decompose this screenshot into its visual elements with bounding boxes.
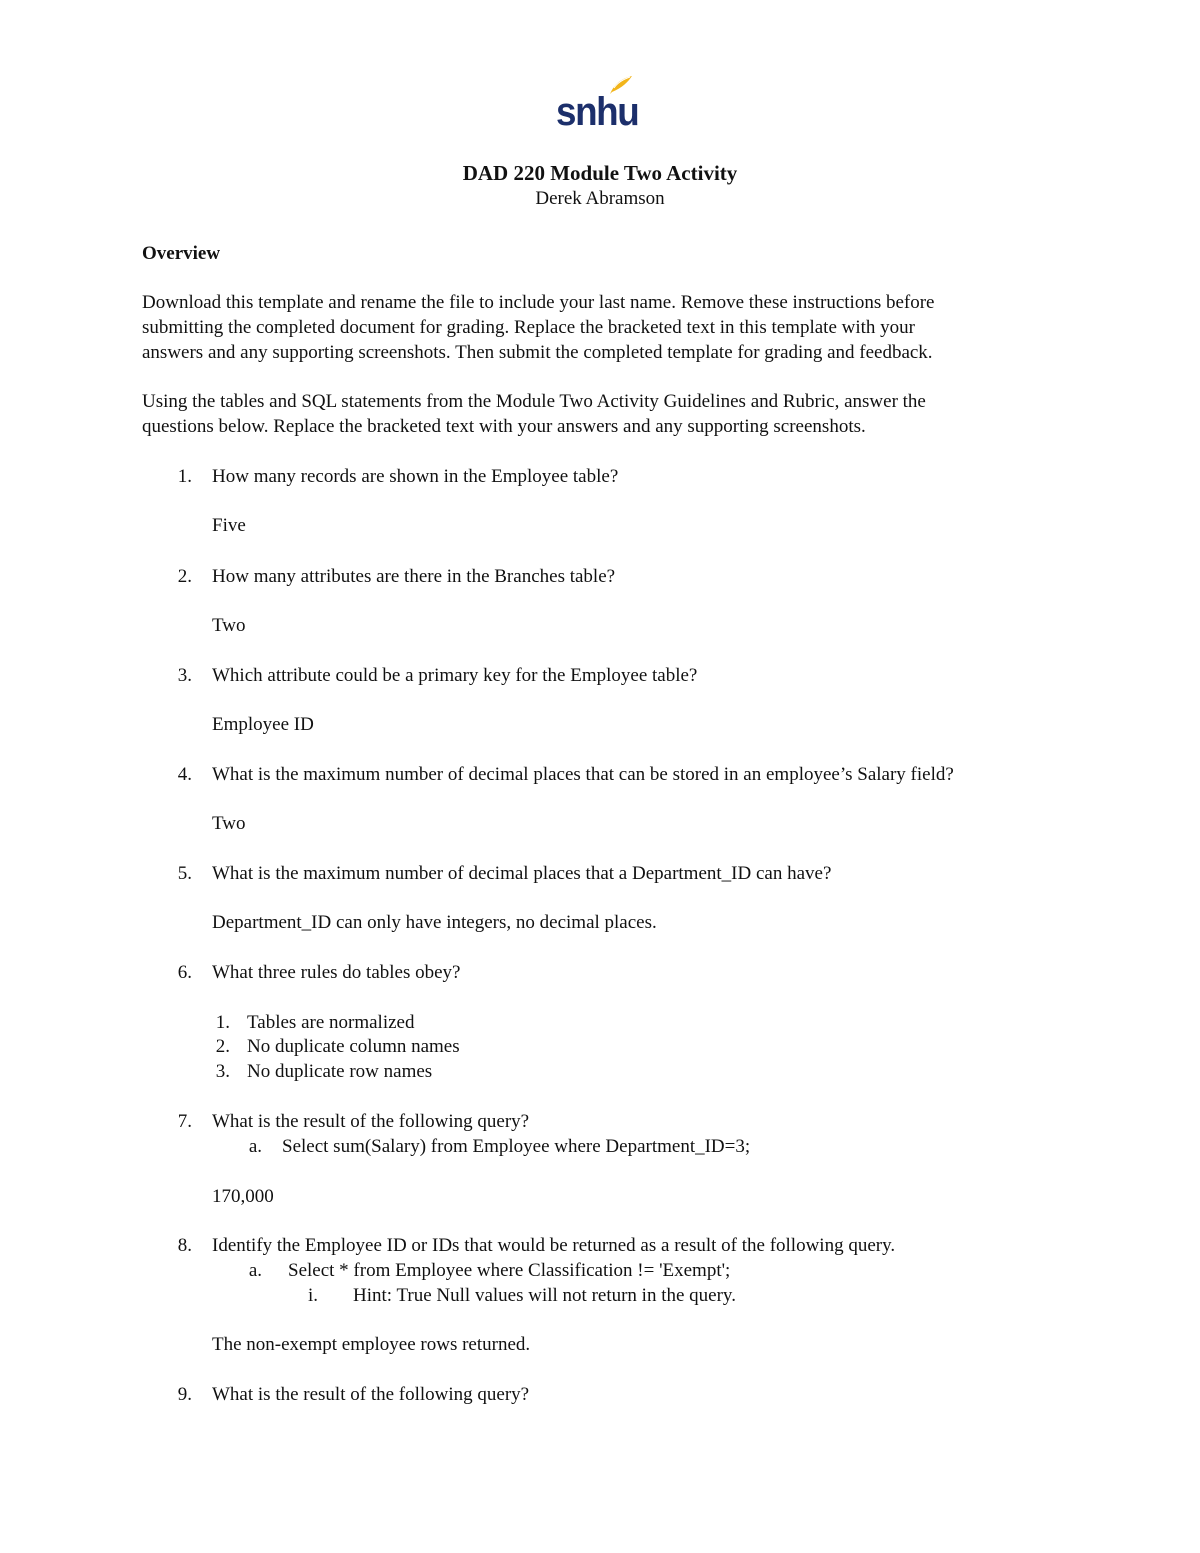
question-text: How many attributes are there in the Branches table?	[212, 566, 616, 587]
question-text: What is the maximum number of decimal places that can be stored in an employee’s Salary field?	[212, 764, 954, 785]
answer-text: Employee ID	[212, 714, 314, 735]
overview-heading: Overview	[142, 243, 221, 264]
question-text: Identify the Employee ID or IDs that would be returned as a result of the following query.	[212, 1235, 896, 1256]
answer-text: Two	[212, 615, 246, 636]
question-text: What is the result of the following query?	[212, 1384, 530, 1405]
hint-text: Hint: True Null values will not return in the query.	[353, 1285, 736, 1306]
question-text: How many records are shown in the Employee table?	[212, 466, 619, 487]
question-number: 9.	[177, 1384, 192, 1405]
answer-text: Two	[212, 813, 246, 834]
document-title: DAD 220 Module Two Activity	[462, 161, 738, 185]
answer-text: Department_ID can only have integers, no decimal places.	[212, 912, 657, 933]
query-text: Select sum(Salary) from Employee where Department_ID=3;	[282, 1136, 751, 1157]
question-number: 1.	[177, 466, 192, 487]
question-number: 4.	[177, 764, 192, 785]
intro-line: submitting the completed document for grading. Replace the bracketed text in this template with your	[142, 317, 915, 338]
rule-number: 3.	[215, 1061, 230, 1082]
question-number: 2.	[177, 566, 192, 587]
rule-text: No duplicate row names	[247, 1061, 433, 1082]
rule-number: 2.	[215, 1036, 230, 1057]
snhu-logo	[556, 74, 638, 132]
answer-text: Five	[212, 515, 246, 536]
hint-number: i.	[307, 1285, 318, 1306]
answer-text: 170,000	[212, 1186, 274, 1207]
document-author: Derek Abramson	[535, 188, 665, 209]
sub-item-letter: a.	[248, 1136, 262, 1157]
rule-text: No duplicate column names	[247, 1036, 460, 1057]
question-number: 8.	[177, 1235, 192, 1256]
question-number: 7.	[177, 1111, 192, 1132]
question-number: 5.	[177, 863, 192, 884]
question-number: 3.	[177, 665, 192, 686]
intro-line: answers and any supporting screenshots. Then submit the completed template for grading and feedback.	[142, 342, 933, 363]
rule-number: 1.	[215, 1012, 230, 1033]
sub-item-letter: a.	[248, 1260, 262, 1281]
question-text: Which attribute could be a primary key for the Employee table?	[212, 665, 698, 686]
question-number: 6.	[177, 962, 192, 983]
instructions-line: questions below. Replace the bracketed text with your answers and any supporting screenshots.	[142, 416, 866, 437]
question-text: What three rules do tables obey?	[212, 962, 461, 983]
answer-text: The non-exempt employee rows returned.	[212, 1334, 531, 1355]
logo-wordmark: snhu	[556, 90, 639, 134]
intro-line: Download this template and rename the file to include your last name. Remove these instructions before	[142, 292, 935, 313]
instructions-line: Using the tables and SQL statements from the Module Two Activity Guidelines and Rubric, answer the	[142, 391, 926, 412]
query-text: Select * from Employee where Classification != 'Exempt';	[288, 1260, 731, 1281]
rule-text: Tables are normalized	[247, 1012, 415, 1033]
question-text: What is the result of the following query?	[212, 1111, 530, 1132]
question-text: What is the maximum number of decimal places that a Department_ID can have?	[212, 863, 832, 884]
